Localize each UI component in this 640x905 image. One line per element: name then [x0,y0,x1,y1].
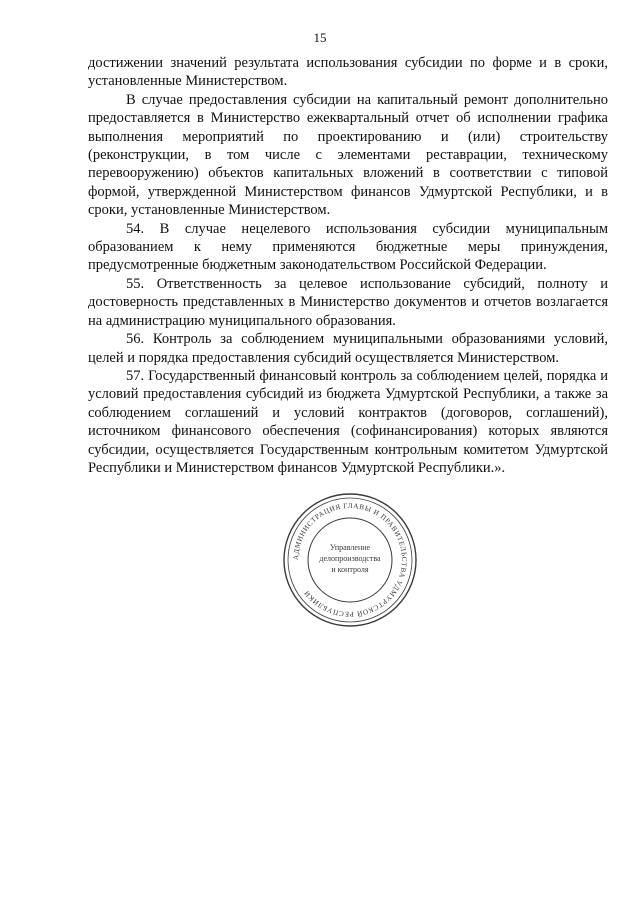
paragraph-capital-repair-report: В случае предоставления субсидии на капитальный ремонт дополнительно предоставляется в Министерство ежеквартальный отчет об исполнении графика выполнения мероприятий по проектированию и (или) строительству (реконструкции, в том числе с элементами реставрации, техническому перевооружению) объектов капитальных вложений в соответствии с типовой формой, утвержденной Министерством финансов Удмуртской Республики, и в сроки, установленные Министерством. [88,91,608,219]
paragraph-54: 54. В случае нецелевого использования субсидии муниципальным образованием к нему применяются бюджетные меры принуждения, предусмотренные бюджетным законодательством Российской Федерации. [88,220,608,274]
official-stamp [280,490,420,630]
paragraph-55: 55. Ответственность за целевое использование субсидий, полноту и достоверность представленных в Министерство документов и отчетов возлагается на администрацию муниципального образования. [88,275,608,329]
stamp-ring-text: АДМИНИСТРАЦИЯ ГЛАВЫ И ПРАВИТЕЛЬСТВА УДМУРТСКОЙ РЕСПУБЛИКИ [291,501,409,619]
paragraph-56: 56. Контроль за соблюдением муниципальными образованиями условий, целей и порядка предоставления субсидий осуществляется Министерством. [88,331,608,366]
page-number: 15 [313,30,327,45]
document-body [88,54,608,477]
stamp-center-line-1: Управление [329,543,371,552]
stamp-graphic [280,490,420,630]
paragraph-continuation: достижении значений результата использования субсидии по форме и в сроки, установленные Министерством. [88,55,608,90]
stamp-center [319,543,381,574]
stamp-center-line-2: делопроизводства [319,554,381,563]
stamp-center-line-3: и контроля [331,565,369,574]
paragraph-57: 57. Государственный финансовый контроль за соблюдением целей, порядка и условий предоставления субсидий из бюджета Удмуртской Республики, а также за соблюдением соглашений и условий контрактов (договоров, соглашений), источником финансового обеспечения (софинансирования) которых являются субсидии, осуществляется Государственным контрольным комитетом Удмуртской Республики и Министерством финансов Удмуртской Республики.». [88,367,608,476]
